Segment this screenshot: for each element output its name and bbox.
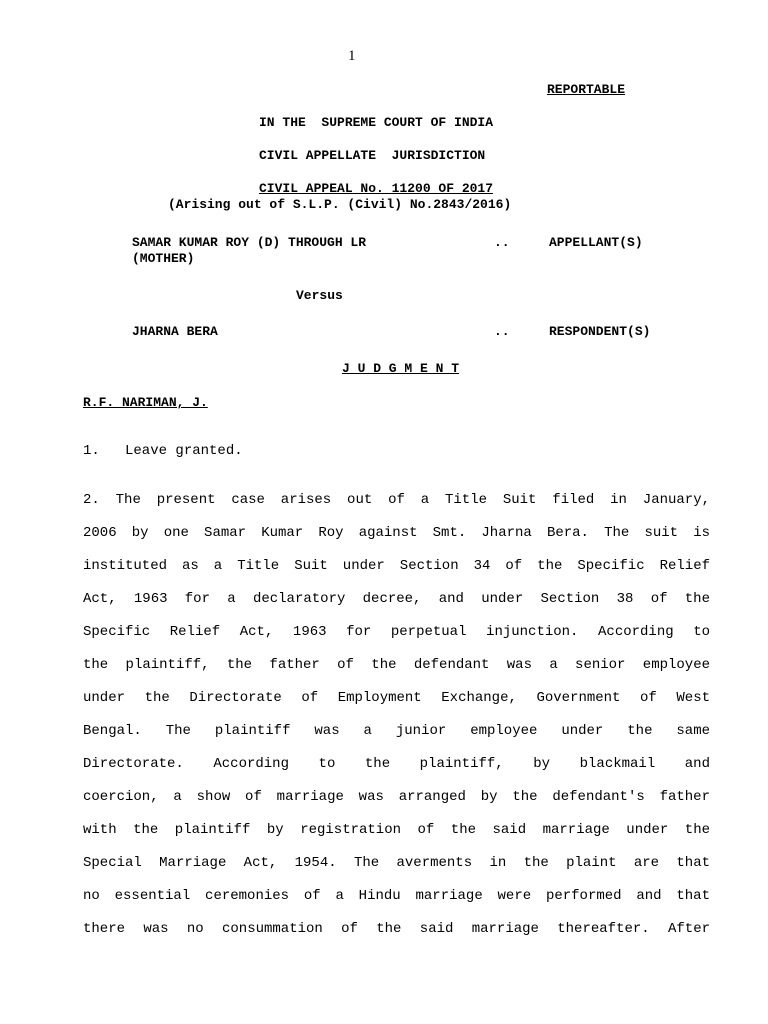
paragraph-line: 2006 by one Samar Kumar Roy against Smt. Jharna Bera. The suit is	[83, 525, 710, 541]
respondent-dots: ..	[494, 324, 510, 339]
appellant-name: SAMAR KUMAR ROY (D) THROUGH LR	[132, 235, 367, 250]
reportable-label: REPORTABLE	[547, 82, 626, 97]
paragraph-line: Special Marriage Act, 1954. The averments in the plaint are that	[83, 855, 710, 871]
paragraph-line: Directorate. According to the plaintiff, by blackmail and	[83, 756, 710, 772]
paragraph-line: Specific Relief Act, 1963 for perpetual injunction. According to	[83, 624, 710, 640]
paragraph-line: instituted as a Title Suit under Section 34 of the Specific Relief	[83, 558, 710, 574]
arising-from: (Arising out of S.L.P. (Civil) No.2843/2016)	[168, 197, 512, 212]
jurisdiction: CIVIL APPELLATE JURISDICTION	[259, 148, 486, 163]
appellant-dots: ..	[494, 235, 510, 250]
respondent-role: RESPONDENT(S)	[549, 324, 651, 339]
paragraph-line: there was no consummation of the said marriage thereafter. After	[83, 921, 710, 937]
respondent-name: JHARNA BERA	[132, 324, 218, 339]
judge-name: R.F. NARIMAN, J.	[83, 395, 208, 410]
court-name: IN THE SUPREME COURT OF INDIA	[259, 115, 494, 130]
versus-label: Versus	[296, 288, 343, 303]
appellant-role: APPELLANT(S)	[549, 235, 643, 250]
paragraph-line: with the plaintiff by registration of the said marriage under the	[83, 822, 710, 838]
appeal-number: CIVIL APPEAL No. 11200 OF 2017	[259, 181, 494, 196]
paragraph-line: no essential ceremonies of a Hindu marriage were performed and that	[83, 888, 710, 904]
paragraph-line: Act, 1963 for a declaratory decree, and under Section 38 of the	[83, 591, 710, 607]
paragraph-line: 2. The present case arises out of a Title Suit filed in January,	[83, 492, 710, 508]
appellant-relation: (MOTHER)	[132, 251, 195, 266]
judgment-heading: J U D G M E N T	[342, 361, 460, 376]
paragraph-line: coercion, a show of marriage was arranged by the defendant's father	[83, 789, 710, 805]
paragraph-1: 1. Leave granted.	[83, 443, 243, 459]
paragraph-line: Bengal. The plaintiff was a junior employee under the same	[83, 723, 710, 739]
paragraph-line: the plaintiff, the father of the defendant was a senior employee	[83, 657, 710, 673]
paragraph-line: under the Directorate of Employment Exchange, Government of West	[83, 690, 710, 706]
page-number: 1	[348, 48, 356, 64]
